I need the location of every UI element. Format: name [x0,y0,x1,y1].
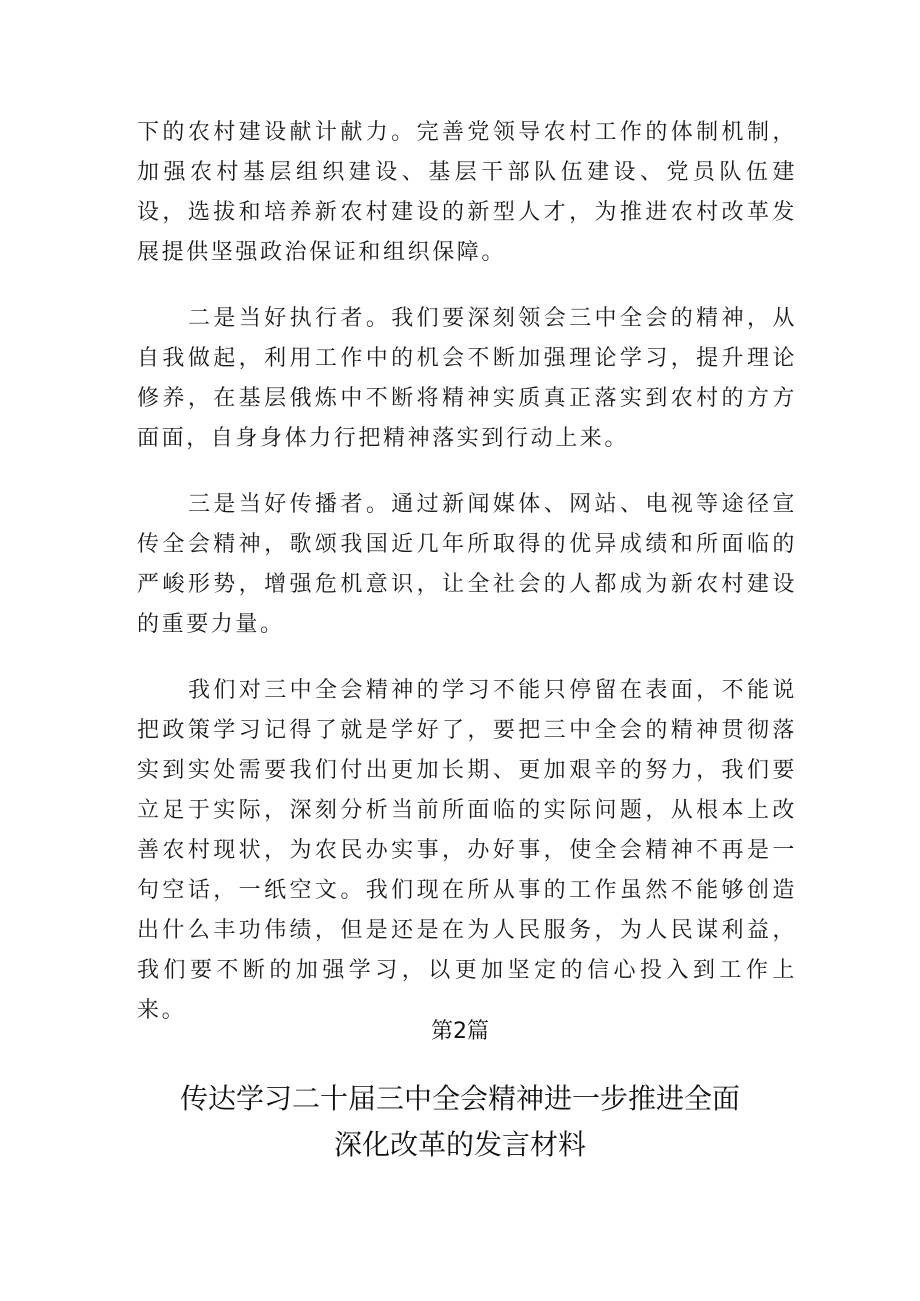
paragraph-conclusion: 我们对三中全会精神的学习不能只停留在表面，不能说把政策学习记得了就是学好了，要把三中全会的精神贯彻落实到实处需要我们付出更加长期、更加艰辛的努力，我们要立足于实际，深刻分析当前所面临的实际问题，从根本上改善农村现状，为农民办实事，办好事，使全会精神不再是一句空话，一纸空文。我们现在所从事的工作虽然不能够创造出什么丰功伟绩，但是还是在为人民服务，为人民谋利益，我们要不断的加强学习，以更加坚定的信心投入到工作上来。 [137,678,797,1023]
paragraph-executor: 二是当好执行者。我们要深刻领会三中全会的精神，从自我做起，利用工作中的机会不断加强理论学习，提升理论修养，在基层俄炼中不断将精神实质真正落实到农村的方方面面，自身身体力行把精神落实到行动上来。 [137,306,797,451]
document-title-line-1: 传达学习二十届三中全会精神进一步推进全面 [179,1082,740,1115]
article-body [137,113,797,1031]
document-title [0,1076,920,1168]
section-label: 第2篇 [431,1019,489,1044]
paragraph-continuation: 下的农村建设献计献力。完善党领导农村工作的体制机制，加强农村基层组织建设、基层干部队伍建设、党员队伍建设，选拔和培养新农村建设的新型人才，为推进农村改革发展提供坚强政治保证和组织保障。 [137,120,797,265]
document-title-line-2: 深化改革的发言材料 [333,1128,586,1161]
paragraph-disseminator: 三是当好传播者。通过新闻媒体、网站、电视等途径宣传全会精神，歌颂我国近几年所取得的优异成绩和所面临的严峻形势，增强危机意识，让全社会的人都成为新农村建设的重要力量。 [137,492,797,637]
